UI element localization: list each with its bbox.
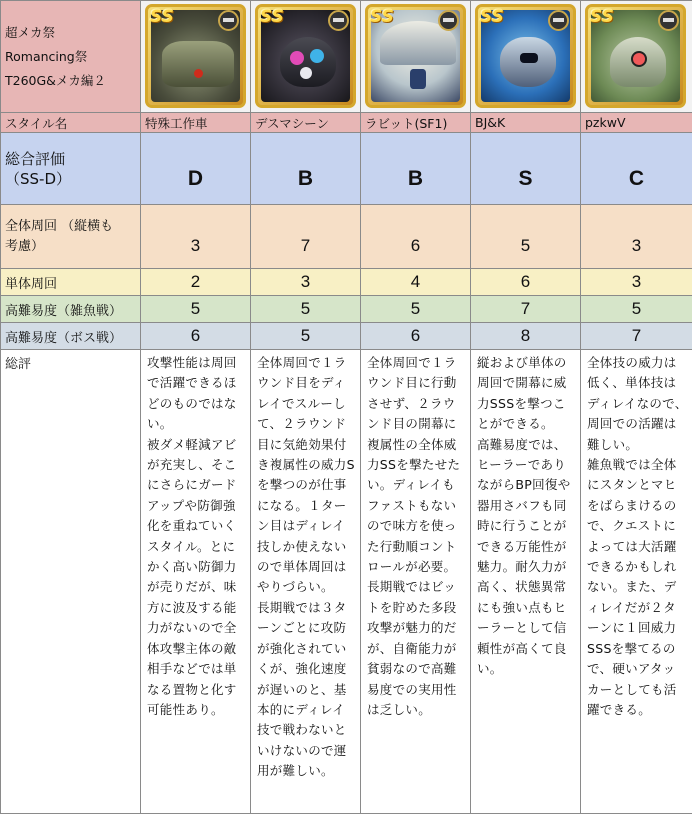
summary-paragraph: 全体周回で１ラウンド目に行動させず、２ラウンド目の開幕に複属性の全体威力SSを撃たせたい。ディレイもファストもないので味方を使った行動順コントロールが必要。 <box>367 353 466 577</box>
table-title <box>1 1 141 113</box>
summary-paragraph: 高難易度では、ヒーラーでありながらBP回復や器用さバフも同時に行うことができる万能性が魅力。耐久力が高く、状態異常にも強い点もヒーラーとして信頼性が高くて良い。 <box>477 435 576 680</box>
style-name: ラビット(SF1) <box>361 113 471 133</box>
style-name-row <box>1 113 692 133</box>
all-lap-score: 7 <box>251 205 361 269</box>
robot-rabbit-sf1-icon <box>365 4 466 108</box>
hard-mob-row <box>1 296 692 323</box>
summary-row <box>1 350 692 814</box>
row-label-line: 全体周回 （縦横も <box>5 217 140 237</box>
title-line: Romancing祭 <box>5 45 140 69</box>
summary-paragraph: 長期戦では３ターンごとに攻防が強化されていくが、強化速度が遅いのと、基本的にディレイ技で戦わないといけないので運用が難しい。 <box>257 598 356 782</box>
portrait-cell <box>471 1 581 113</box>
row-label-line: （SS-D） <box>5 169 140 189</box>
hard-boss-score: 6 <box>361 323 471 350</box>
row-label: スタイル名 <box>1 113 141 133</box>
ss-rank-badge: SS <box>370 7 394 27</box>
hard-boss-score: 8 <box>471 323 581 350</box>
total-grade-row <box>1 133 692 205</box>
row-label-line: 総合評価 <box>5 149 140 169</box>
row-label-line: 考慮） <box>5 237 140 257</box>
row-label <box>1 133 141 205</box>
robot-pzkwv-icon <box>585 4 686 108</box>
single-lap-score: 2 <box>141 269 251 296</box>
summary-paragraph: 全体周回で１ラウンド目をディレイでスルーして、２ラウンド目に気絶効果付き複属性の威力Sを撃つのが仕事になる。１ターン目はディレイ技しか使えないので単体周回はやりづらい。 <box>257 353 356 598</box>
portrait-row <box>1 1 692 113</box>
gun-weapon-icon <box>328 10 349 31</box>
style-name: デスマシーン <box>251 113 361 133</box>
total-grade: B <box>251 133 361 205</box>
style-name: 特殊工作車 <box>141 113 251 133</box>
hard-mob-score: 7 <box>471 296 581 323</box>
ss-rank-badge: SS <box>150 7 174 27</box>
gun-weapon-icon <box>548 10 569 31</box>
robot-bj-and-k-icon <box>475 4 576 108</box>
hard-mob-score: 5 <box>361 296 471 323</box>
single-lap-score: 3 <box>251 269 361 296</box>
gun-weapon-icon <box>658 10 679 31</box>
portrait-cell <box>581 1 692 113</box>
single-lap-score: 4 <box>361 269 471 296</box>
total-grade: C <box>581 133 692 205</box>
all-lap-score: 3 <box>581 205 692 269</box>
summary-cell <box>471 350 581 814</box>
portrait-cell <box>251 1 361 113</box>
hard-boss-score: 5 <box>251 323 361 350</box>
row-label <box>1 205 141 269</box>
all-lap-score: 3 <box>141 205 251 269</box>
portrait-cell <box>141 1 251 113</box>
robot-tokushu-kousakusha-icon <box>145 4 246 108</box>
row-label: 高難易度（ボス戦） <box>1 323 141 350</box>
summary-cell <box>251 350 361 814</box>
gun-weapon-icon <box>438 10 459 31</box>
ss-rank-badge: SS <box>590 7 614 27</box>
all-lap-score: 6 <box>361 205 471 269</box>
summary-paragraph: 被ダメ軽減アビが充実し、そこにさらにガードアップや防御強化を重ねていくスタイル。とにかく高い防御力が売りだが、味方に波及する能力がないので全体攻撃主体の敵相手などでは単なる置物と化す可能性あり。 <box>147 435 246 721</box>
ss-rank-badge: SS <box>480 7 504 27</box>
ss-rank-badge: SS <box>260 7 284 27</box>
portrait-cell <box>361 1 471 113</box>
summary-paragraph: 縦および単体の周回で開幕に威力SSSを撃つことができる。 <box>477 353 576 435</box>
hard-mob-score: 5 <box>581 296 692 323</box>
summary-cell <box>361 350 471 814</box>
summary-paragraph: 攻撃性能は周回で活躍できるほどのものではない。 <box>147 353 246 435</box>
hard-mob-score: 5 <box>251 296 361 323</box>
single-lap-score: 3 <box>581 269 692 296</box>
row-label: 単体周回 <box>1 269 141 296</box>
summary-cell <box>141 350 251 814</box>
total-grade: B <box>361 133 471 205</box>
hard-boss-score: 6 <box>141 323 251 350</box>
gun-weapon-icon <box>218 10 239 31</box>
hard-boss-row <box>1 323 692 350</box>
style-name: BJ&K <box>471 113 581 133</box>
row-label: 総評 <box>1 350 141 814</box>
summary-paragraph: 全体技の威力は低く、単体技はディレイなので、周回での活躍は難しい。 <box>587 353 688 455</box>
single-lap-row <box>1 269 692 296</box>
single-lap-score: 6 <box>471 269 581 296</box>
summary-paragraph: 雑魚戦では全体にスタンとマヒをばらまけるので、クエストによっては大活躍できるかもしれない。また、ディレイだが２ターンに１回威力SSSを撃てるので、硬いアタッカーとしても活躍できる。 <box>587 455 688 720</box>
all-lap-score: 5 <box>471 205 581 269</box>
total-grade: D <box>141 133 251 205</box>
total-grade: S <box>471 133 581 205</box>
summary-paragraph: 長期戦ではビットを貯めた多段攻撃が魅力的だが、自衛能力が貧弱なので高難易度での実用性は乏しい。 <box>367 577 466 720</box>
style-name: pzkwV <box>581 113 692 133</box>
summary-cell <box>581 350 692 814</box>
row-label: 高難易度（雑魚戦） <box>1 296 141 323</box>
all-lap-row <box>1 205 692 269</box>
hard-mob-score: 5 <box>141 296 251 323</box>
robot-death-machine-icon <box>255 4 356 108</box>
title-line: 超メカ祭 <box>5 21 140 45</box>
title-line: T260G&メカ編２ <box>5 69 140 93</box>
hard-boss-score: 7 <box>581 323 692 350</box>
